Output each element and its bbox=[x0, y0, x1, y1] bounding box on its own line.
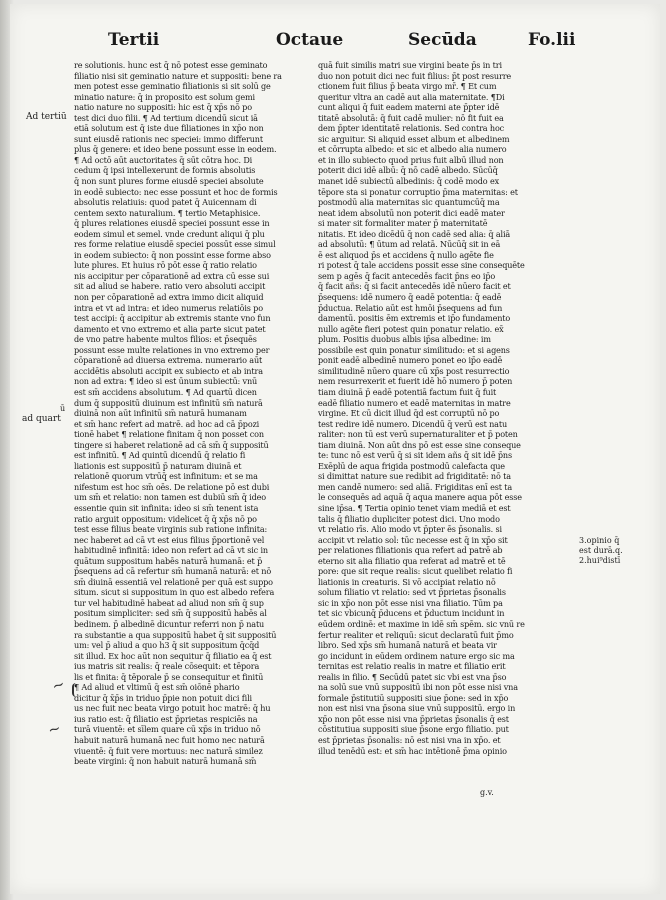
text-line-right: si dimittat nature sue redibit ad frigiditatē: nō ta bbox=[318, 471, 511, 482]
running-head-secunda: Secūda bbox=[408, 30, 477, 50]
text-line-left: diuinā non aūt infinitū sm̄ naturā humanam bbox=[74, 408, 247, 419]
text-line-left: damento et vno extremo et alia parte sicut patet bbox=[74, 323, 266, 334]
text-line-right: ctionem fuit filius p̄ beata virgo mr̄. ¶ Et cum bbox=[318, 81, 497, 92]
text-line-left: essentie quin sit infinita: ideo si sm̄ tenent ista bbox=[74, 502, 259, 513]
text-line-left: viuentē: q̄ fuit vere mortuus: nec naturā similez bbox=[74, 745, 263, 756]
text-line-left: eodem simul et semel. vnde credunt aliqui q̄ plu bbox=[74, 228, 265, 239]
text-line-left: in eodē subiecto: nec esse possunt et hoc de formis bbox=[74, 186, 278, 197]
text-line-right: plum. Positis duobus albis ip̄sa albedine: im bbox=[318, 334, 491, 345]
side-annotation bbox=[579, 536, 623, 566]
text-line-right: fertur realiter et reliquū: sicut declaratū fuit p̄mo bbox=[318, 629, 514, 640]
text-line-left: sit illud. Ex hoc aūt non sequitur q̄ filiatio ea q̄ est bbox=[74, 650, 272, 661]
text-line-right: realis in filio. ¶ Secūdū patet sic vbi est vna p̄so bbox=[318, 671, 507, 682]
text-line-left: bedinem. p̄ albedinē dicuntur referri non p̄ natu bbox=[74, 618, 265, 629]
text-line-right: postmodū alia maternitas sic quantumcūq̄ ma bbox=[318, 197, 500, 208]
text-line-left: p̄sequens ad cā refertur sm̄ humanā naturā: et nō bbox=[74, 566, 272, 577]
text-line-left: dicitur q̄ x̄p̄s in triduo p̄pie non potuit dici fili bbox=[74, 692, 252, 703]
text-line-left: sm̄ diuinā essentiā vel relationē per quā est suppo bbox=[74, 576, 273, 587]
text-line-left: q̄ non sunt plures forme eiusdē speciei absolute bbox=[74, 176, 264, 187]
text-line-left: ¶ Ad octō aūt auctoritates q̄ sūt cōtra hoc. Di bbox=[74, 154, 253, 165]
text-line-right: p̄ductua. Relatio aūt est hmōi p̄sequens ad fun bbox=[318, 302, 503, 313]
text-line-right: liationis in creaturis. Si vō accipiat relatio nō bbox=[318, 576, 496, 587]
handwritten-bracket bbox=[72, 683, 80, 697]
text-line-left: centem sexto naturalium. ¶ tertio Metaphisice. bbox=[74, 207, 261, 218]
text-line-left: tur vel habitudinē habeat ad aliud non sm̄ q̄ sup bbox=[74, 597, 264, 608]
text-line-left: re solutionis. hunc est q̄ nō potest esse geminato bbox=[74, 60, 268, 70]
text-line-left: de vno patre habente multos filios: et p̄sequēs bbox=[74, 334, 257, 345]
text-line-right: manet idē subiectū albedinis: q̄ codē modo ex bbox=[318, 176, 499, 187]
text-line-right: men candē numero: sed aliā. Frigiditas enī est ta bbox=[318, 481, 513, 492]
text-line-left: accidētis absoluti accipit ex subiecto et ab intra bbox=[74, 365, 263, 376]
text-line-right: tiam diuinā. Non aūt dns pō est esse sine conseque bbox=[318, 439, 521, 450]
text-line-left: lis et finita: q̄ tēporale p̄ se consequitur et finitū bbox=[74, 671, 264, 682]
text-line-left: nec haberet ad cā vt est eius filius p̄portionē vel bbox=[74, 534, 265, 545]
text-line-left: sit ad aliud se habere. ratio vero absoluti accipit bbox=[74, 281, 266, 292]
signature-mark: g.v. bbox=[480, 788, 494, 797]
text-line-left: est sm̄ accidens absolutum. ¶ Ad quartū dicen bbox=[74, 386, 257, 397]
text-line-right: si mater sit formaliter mater p̄ maternitatē bbox=[318, 218, 488, 229]
text-line-left: test esse filius beate virginis sub ratione infinita: bbox=[74, 524, 268, 535]
side-annotation-line: est durā.q. bbox=[579, 546, 623, 555]
text-line-left: habuit naturā humanā nec fuit homo nec naturā bbox=[74, 735, 265, 745]
text-line-left: sunt eiusdē rationis nec speciei: immo differunt bbox=[74, 133, 263, 144]
text-line-left: natio nature no suppositi: hic est q̄ xp̄s nō po bbox=[74, 102, 252, 113]
text-line-left: ius matris sit realis: q̄ reale cōsequit: et tēpora bbox=[74, 661, 260, 672]
text-line-right: pore: que sit reque realis: sicut quelibet relatio fi bbox=[318, 566, 513, 577]
text-line-left: lute plures. Et huius rō pōt esse q̄ ratio relatio bbox=[74, 260, 257, 271]
text-line-left: nis accipitur per cōparationē ad extra cū esse sui bbox=[74, 270, 270, 281]
text-line-left: non per cōparationē ad extra immo dicit aliquid bbox=[74, 292, 264, 303]
text-line-right: vt relatio rīs. Alio modo vt p̄pter ēs p̄sonalis. si bbox=[318, 524, 502, 535]
text-line-right: ternitas est relatio realis in matre et filiatio erit bbox=[318, 661, 506, 672]
text-line-left: ¶ Ad aliud et vltimū q̄ est sm̄ oiōnē phario bbox=[74, 682, 240, 693]
text-line-right: et cōrrupta albedo: et sic et albedo alia numero bbox=[318, 144, 507, 155]
text-line-right: ri potest q̄ tale accidens possit esse sine consequēte bbox=[318, 260, 525, 271]
text-line-right: queritur vltra an cadē aut alia maternitate. ¶Di bbox=[318, 91, 505, 102]
side-annotation-line: 2.hui⁹distī bbox=[579, 556, 621, 565]
text-line-right: te: tunc nō est verū q̄ si sit idem añs q̄ sit idē p̄ns bbox=[318, 450, 512, 461]
text-line-left: ratio arguit oppositum: videlicet q̄ q̄ xp̄s nō po bbox=[74, 513, 257, 524]
text-line-left: tingere si haberet relationē ad cā sm̄ q̄ suppositū bbox=[74, 439, 269, 450]
text-line-left: quātum suppositum habēs naturā humanā: et p̄ bbox=[74, 555, 263, 566]
text-line-left: cōparationē ad diuersa extrema. numerario aūt bbox=[74, 355, 263, 366]
text-line-right: eterno sit alia filiatio qua referat ad matrē et tē bbox=[318, 555, 506, 566]
text-line-right: nullo agēte fieri potest quin ponatur relatio. ex̄ bbox=[318, 323, 504, 334]
text-line-left: turā viuentē: et sīlem quare cū xp̄s in triduo nō bbox=[74, 724, 261, 735]
text-line-left: um: vel p̄ aliud a quo h3 q̄ sit suppositum q̄cq̄d bbox=[74, 640, 260, 651]
text-line-left: plus q̄ genere: et ideo bene possunt esse in eodem. bbox=[74, 144, 277, 155]
text-line-right: tiam diuinā p̄ eadē potentiā factum fuit q̄ fuit bbox=[318, 386, 497, 397]
text-line-right: solum filiatio vt relatio: sed vt p̄prietas p̄sonalis bbox=[318, 587, 506, 598]
text-line-left: men potest esse geminatio filiationis si sit solū ge bbox=[74, 81, 271, 92]
text-line-right: titatē absolutā: q̄ fuit cadē mulier: nō fit fuit ea bbox=[318, 112, 504, 123]
running-head-octaue: Octaue bbox=[276, 30, 344, 50]
handwritten-mark-2: ~ bbox=[45, 718, 63, 740]
text-line-right: cunt aliqui q̄ fuit eadem materni ate p̄pter idē bbox=[318, 102, 500, 113]
text-line-left: est infinitū. ¶ Ad quintū dicendū q̄ relatio fi bbox=[74, 450, 246, 461]
text-line-right: eadē filiatio numero et eadē maternitas in matre bbox=[318, 397, 511, 408]
text-line-left: dum q̄ suppositū diuinum est infinitū sm̄ naturā bbox=[74, 397, 263, 408]
text-line-left: ius ratio est: q̄ filiatio est p̄prietas respiciēs na bbox=[74, 713, 258, 724]
text-line-right: sic arguitur. Si aliquid esset album et albedinem bbox=[318, 133, 510, 144]
text-line-left: positum simpliciter: sed sm̄ q̄ suppositū habēs al bbox=[74, 608, 267, 619]
text-line-right: raliter: non tū est verū supernaturaliter et p̄ poten bbox=[318, 429, 518, 440]
text-line-right: nitatis. Et ideo dicēdū q̄ non cadē sed alia: q̄ aliā bbox=[318, 228, 511, 239]
text-line-left: absolutis relatiuis: quod patet q̄ Auicennam di bbox=[74, 197, 257, 208]
running-head-tertii: Tertii bbox=[108, 30, 160, 50]
text-line-right: sic in xp̄o non pōt esse nisi vna filiatio. Tūm pa bbox=[318, 597, 503, 608]
text-line-left: test accipi: q̄ accipitur ab extremis stante vno fun bbox=[74, 313, 271, 324]
text-line-left: filiatio nisi sit geminatio nature et suppositi: bene ra bbox=[74, 70, 282, 81]
text-line-right: sem p agēs q̄ facit antecedēs facit p̄ns eo ip̄o bbox=[318, 270, 496, 281]
text-line-right: dem p̄pter identitatē relationis. Sed contra hoc bbox=[318, 123, 505, 134]
text-line-right: formale p̄stitutiū suppositi siue p̄one: sed in xp̄o bbox=[318, 692, 509, 703]
text-line-left: res forme relatiue eiusdē speciei possūt esse simul bbox=[74, 239, 276, 250]
text-line-left: cedum q̄ ipsi intellexerunt de formis absolutis bbox=[74, 165, 256, 176]
text-line-right: similitudinē nūero quare cū xp̄s post resurrectio bbox=[318, 365, 510, 376]
text-line-left: q̄ plures relationes eiusdē speciei possunt esse in bbox=[74, 218, 270, 229]
text-line-right: test redire idē numero. Dicendū q̄ verū est natu bbox=[318, 418, 508, 429]
text-line-right: na solū sue vnū suppositū ibi non pōt esse nisi vna bbox=[318, 682, 518, 693]
text-line-left: liationis est suppositū p̄ naturam diuinā et bbox=[74, 460, 242, 471]
text-line-left: et sm̄ hanc refert ad matrē. ad hoc ad cā p̄pozi bbox=[74, 418, 260, 429]
text-line-right: tēpore sta si ponatur corruptio p̄ma maternitas: et bbox=[318, 186, 518, 197]
text-line-right: cōstitutiua suppositi siue p̄sone ergo filiatio. put bbox=[318, 724, 509, 735]
text-line-right: ponit eadē albedinē numero ponet eo ip̄o eadē bbox=[318, 355, 503, 366]
text-line-right: p̄sequens: idē numero q̄ eadē potentia: q̄ eadē bbox=[318, 292, 502, 303]
text-line-left: in eodem subiecto: q̄ non possint esse forme abso bbox=[74, 249, 271, 260]
text-line-right: tet sic vbicunq̄ p̄ducens et p̄ductum incidunt in bbox=[318, 608, 505, 619]
text-line-right: nem resurrexerit et fuerit idē hō numero p̄ poten bbox=[318, 376, 513, 387]
text-line-left: etiā solutum est q̄ iste due filiationes in xp̄o non bbox=[74, 123, 264, 134]
text-line-right: damentū. positis ēm extremis et ip̄o fundamento bbox=[318, 313, 511, 324]
text-line-left: habitudinē infinitā: ideo non refert ad cā vt sic in bbox=[74, 545, 268, 556]
text-line-right: accipit vt relatio sol̄: tūc necesse est q̄ in xp̄o sit bbox=[318, 534, 508, 545]
text-line-right: neat idem absolutū non poterit dici eadē mater bbox=[318, 207, 505, 218]
text-line-right: sine ip̄sa. ¶ Tertia opinio tenet viam mediā et est bbox=[318, 502, 511, 513]
text-line-right: poterit dici idē albū: q̄ nō cadē albedo. Sūcūq̄ bbox=[318, 165, 498, 176]
text-line-right: eūdem ordinē: et maxime in idē sm̄ spēm. sic vnū re bbox=[318, 618, 525, 629]
text-line-right: non est nisi vna p̄sona siue vnū suppositū. ergo in bbox=[318, 703, 516, 714]
margin-note-mark: ū bbox=[60, 404, 66, 413]
text-line-left: ra substantie a qua suppositū habet q̄ sit suppositū bbox=[74, 629, 277, 640]
text-line-left: um sm̄ et relatio: non tamen est dubiū sm̄ q̄ ideo bbox=[74, 492, 267, 503]
text-line-right: ad absolutū: ¶ ūtum ad relatā. Nūcūq̄ sit in eā bbox=[318, 239, 501, 250]
text-line-left: test dici duo filii. ¶ Ad tertium dicendū sicut iā bbox=[74, 112, 258, 123]
text-line-right: go incidunt in eūdem ordinem nature ergo sic ma bbox=[318, 650, 515, 661]
text-line-left: possunt esse multe relationes in vno extremo per bbox=[74, 344, 270, 355]
text-line-right: ē est aliquod p̄s et accidens q̄ nullo agēte fie bbox=[318, 249, 494, 260]
text-line-right: libro. Sed xp̄s sm̄ humanā naturā et beata vir bbox=[318, 640, 497, 651]
side-annotation-line: 3.opinio q̄ bbox=[579, 536, 620, 545]
text-line-right: duo non potuit dici nec fuit filius: p̄t post resurre bbox=[318, 70, 512, 81]
text-line-left: non ad extra: ¶ ideo si est ūnum subiectū: vnū bbox=[74, 376, 258, 387]
folio-number: Fo.lii bbox=[528, 30, 576, 50]
text-line-right: illud tenēdū est: et sm̄ hac intētionē p̄ma opinio bbox=[318, 745, 507, 756]
text-line-right: virgine. Et cū dicit illud q̄d est corruptū nō po bbox=[318, 408, 500, 419]
text-line-right: est p̄prietas p̄sonalis: nō est nisi vna in xp̄o. et bbox=[318, 735, 501, 745]
text-line-right: possibile est quin ponatur similitudo: et si agens bbox=[318, 344, 510, 355]
text-line-right: q̄ facit añs: q̄ si facit antecedēs idē nūero facit et bbox=[318, 281, 511, 292]
text-line-right: et in illo subiecto quod prius fuit albū illud non bbox=[318, 154, 504, 165]
text-line-left: situm. sicut si suppositum in quo est albedo refera bbox=[74, 587, 275, 598]
text-line-right: xp̄o non pōt esse nisi vna p̄prietas p̄sonalis q̄ est bbox=[318, 713, 509, 724]
handwritten-mark-1: ~ bbox=[49, 674, 68, 696]
text-line-left: us nec fuit nec beata virgo potuit hoc matrē: q̄ hu bbox=[74, 703, 271, 714]
text-line-left: nifestum est hoc sm̄ oēs. De relatione pō est dubi bbox=[74, 481, 270, 492]
text-column-left bbox=[74, 60, 306, 767]
text-line-right: Exēplū de aqua frigida postmodū calefacta que bbox=[318, 460, 505, 471]
text-column-right bbox=[318, 60, 582, 756]
text-line-right: quā fuit similis matri sue virgini beate p̄s in tri bbox=[318, 60, 502, 70]
margin-note-ad-quartum: ad quart bbox=[22, 414, 61, 424]
text-line-left: intra et vt ad intra: et ideo numerus relatiōis po bbox=[74, 302, 263, 313]
text-line-left: tionē habet ¶ relatione finitam q̄ non posset con bbox=[74, 429, 264, 440]
margin-note-ad-tertium: Ad tertiū bbox=[26, 112, 67, 122]
text-line-left: beate virgini: q̄ non habuit naturā humanā sm̄ bbox=[74, 756, 257, 767]
text-line-right: talis q̄ filiatio dupliciter potest dici. Uno modo bbox=[318, 513, 500, 524]
text-line-left: relationē quorum vtrūq̄ est infinitum: et se ma bbox=[74, 471, 258, 482]
text-line-left: minatio nature: q̄ in proposito est solum gemi bbox=[74, 91, 255, 102]
text-line-right: le consequēs ad aquā q̄ aqua manere aqua pōt esse bbox=[318, 492, 522, 503]
text-line-right: per relationes filiationis qua refert ad patrē ab bbox=[318, 545, 503, 556]
running-head bbox=[108, 30, 656, 58]
